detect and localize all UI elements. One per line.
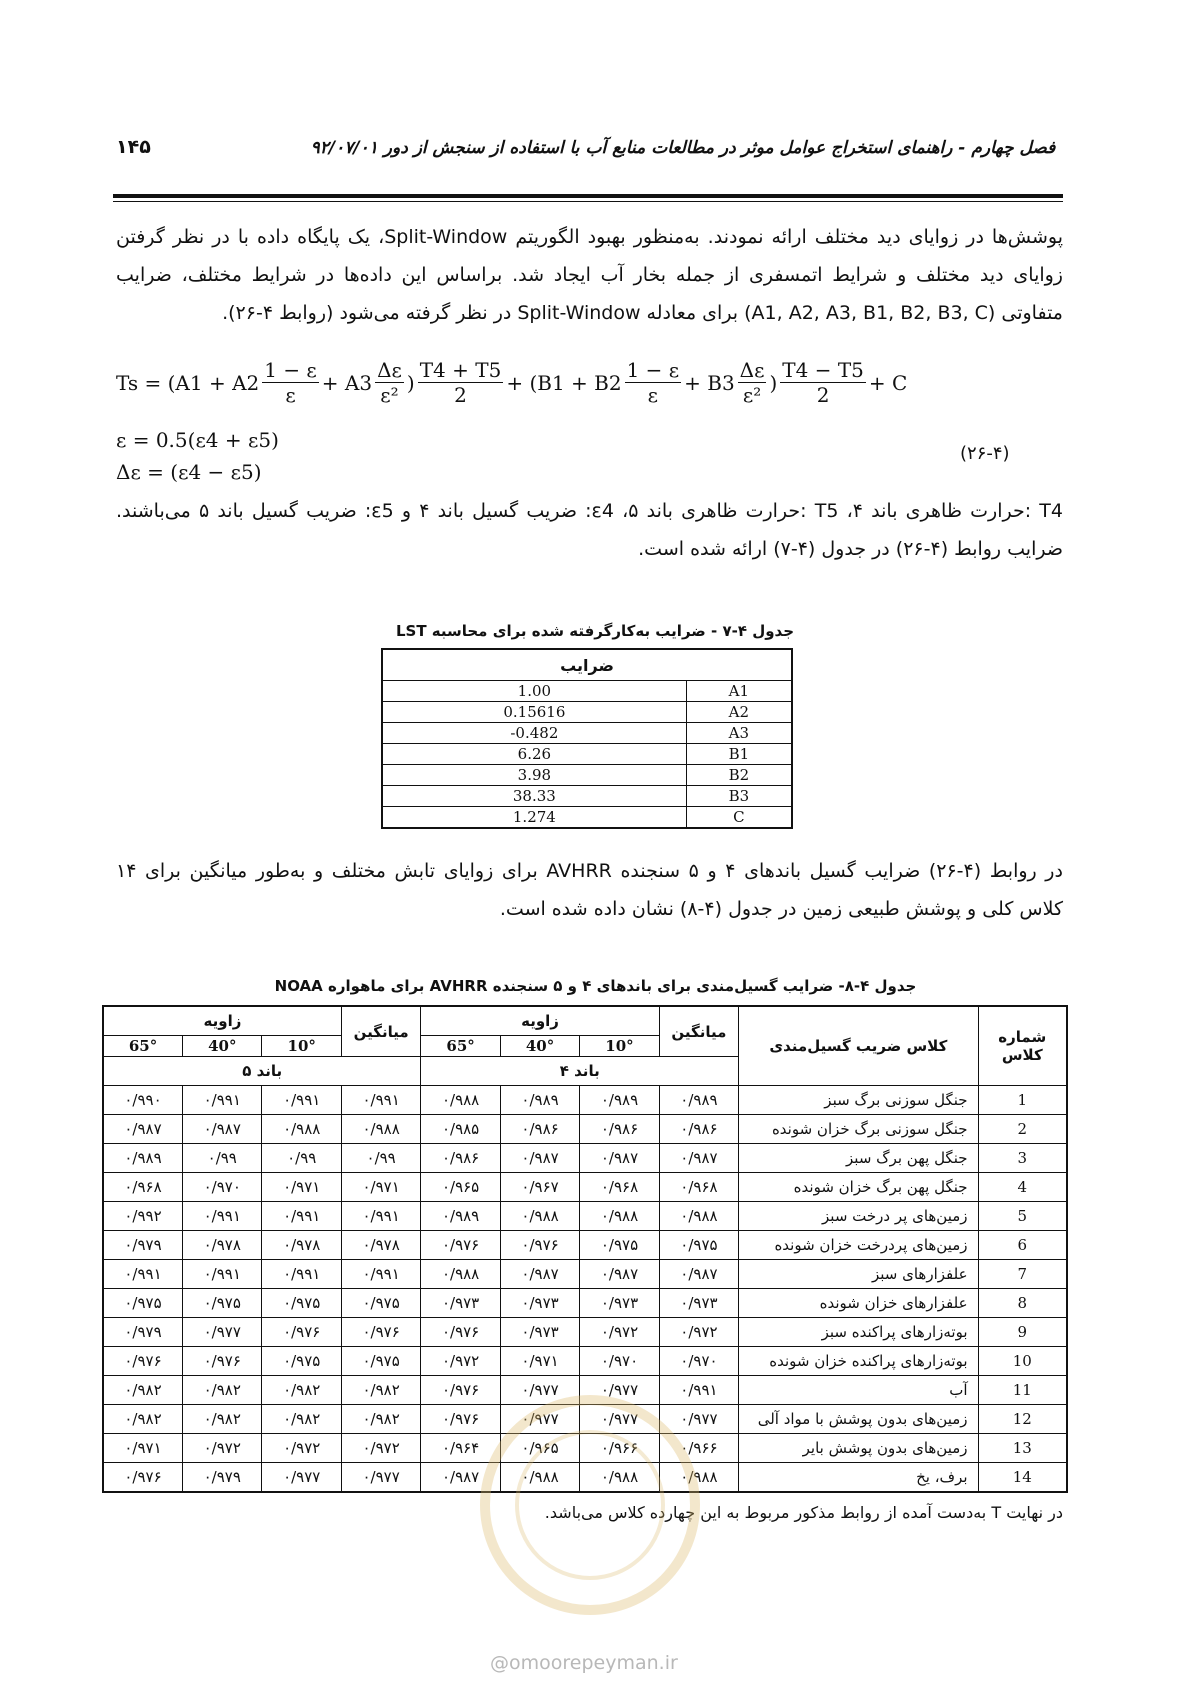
emissivity-value: ۰/۹۷۰	[659, 1347, 738, 1376]
eq-mid: + (B1 + B2	[506, 370, 622, 395]
header-angle-65-b4: 65°	[421, 1036, 500, 1057]
emissivity-value: ۰/۹۷۱	[103, 1434, 183, 1463]
header-rule-thick	[113, 194, 1063, 198]
emissivity-value: ۰/۹۸۹	[421, 1202, 500, 1231]
emissivity-value: ۰/۹۸۸	[659, 1202, 738, 1231]
eq-frac-1: $\frac{1 - \varepsilon}{\varepsilon}$	[264, 358, 317, 407]
emissivity-value: ۰/۹۷۳	[421, 1289, 500, 1318]
header-class: کلاس ضریب گسیل‌مندی	[739, 1006, 978, 1086]
coefficients-table	[381, 648, 793, 829]
eq-plus-b3: + B3	[684, 370, 735, 395]
emissivity-value: ۰/۹۷۳	[500, 1289, 579, 1318]
emissivity-value: ۰/۹۸۷	[500, 1144, 579, 1173]
class-number: 3	[978, 1144, 1067, 1173]
emissivity-value: ۰/۹۸۹	[500, 1086, 579, 1115]
emissivity-value: ۰/۹۸۷	[421, 1463, 500, 1493]
emissivity-value: ۰/۹۸۲	[262, 1405, 341, 1434]
header-band4: باند ۴	[421, 1057, 739, 1086]
emissivity-value: ۰/۹۸۹	[659, 1086, 738, 1115]
table-row	[103, 1202, 1067, 1231]
emissivity-value: ۰/۹۷۳	[500, 1318, 579, 1347]
running-header: فصل چهارم - راهنمای استخراج عوامل موثر در مطالعات منابع آب با استفاده از سنجش از دور ۹۲/۰۷/۰۱	[310, 138, 1056, 158]
emissivity-value: ۰/۹۸۷	[103, 1115, 183, 1144]
eq-plus-a3: + A3	[321, 370, 373, 395]
table-row: 1.274 C	[382, 807, 792, 829]
eq-frac-3: $\frac{T4 + T5}{2}$	[419, 358, 502, 407]
header-angle-band5: زاویه	[103, 1006, 341, 1036]
emissivity-value: ۰/۹۹۱	[262, 1202, 341, 1231]
equation-number: (۲۶-۴)	[960, 443, 1010, 464]
emissivity-value: ۰/۹۸۷	[580, 1144, 659, 1173]
emissivity-value: ۰/۹۷۶	[262, 1318, 341, 1347]
class-name: جنگل پهن برگ خزان شونده	[739, 1173, 978, 1202]
emissivity-value: ۰/۹۷۵	[103, 1289, 183, 1318]
emissivity-value: ۰/۹۸۶	[659, 1115, 738, 1144]
table-row	[103, 1231, 1067, 1260]
emissivity-value: ۰/۹۹۱	[341, 1202, 420, 1231]
class-name: آب	[739, 1376, 978, 1405]
footer-note: در نهایت T به‌دست آمده از روابط مذکور مربوط به این چهارده کلاس می‌باشد.	[544, 1503, 1063, 1522]
emissivity-value: ۰/۹۸۹	[580, 1086, 659, 1115]
emissivity-value: ۰/۹۷۷	[262, 1463, 341, 1493]
emissivity-value: ۰/۹۷۱	[262, 1173, 341, 1202]
class-number: 8	[978, 1289, 1067, 1318]
class-number: 9	[978, 1318, 1067, 1347]
class-number: 13	[978, 1434, 1067, 1463]
emissivity-value: ۰/۹۷۵	[341, 1347, 420, 1376]
emissivity-value: ۰/۹۸۶	[500, 1115, 579, 1144]
emissivity-value: ۰/۹۷۶	[103, 1347, 183, 1376]
class-number: 6	[978, 1231, 1067, 1260]
eq-lhs: Ts = (A1 + A2	[116, 370, 260, 395]
emissivity-value: ۰/۹۸۲	[183, 1376, 262, 1405]
emissivity-value: ۰/۹۷۹	[103, 1318, 183, 1347]
emissivity-value: ۰/۹۷۶	[421, 1231, 500, 1260]
table-row: -0.482 A3	[382, 723, 792, 744]
emissivity-value: ۰/۹۷۷	[580, 1405, 659, 1434]
emissivity-value: ۰/۹۷۷	[580, 1376, 659, 1405]
emissivity-value: ۰/۹۷۶	[103, 1463, 183, 1493]
emissivity-value: ۰/۹۷۶	[421, 1376, 500, 1405]
class-name: علفزارهای سبز	[739, 1260, 978, 1289]
emissivity-value: ۰/۹۷۲	[183, 1434, 262, 1463]
paragraph-intro: پوشش‌ها در زوایای دید مختلف ارائه نمودند. به‌منظور بهبود الگوریتم Split-Window، یک پایگاه داده با در نظر گرفتن زوایای دید مختلف و شرایط اتمسفری از جمله بخار آب ایجاد شد. براساس این داده‌ها در شرایط مختلف، ضرایب متفاوتی (A1, A2, A3, B1, B2, B3, C) برای معادله Split-Window در نظر گرفته می‌شود (روابط ۴-۲۶).	[116, 226, 1063, 324]
class-name: جنگل سوزنی برگ سبز	[739, 1086, 978, 1115]
paragraph-emissivity: در روابط (۴-۲۶) ضرایب گسیل باندهای ۴ و ۵ سنجنده AVHRR برای زوایای تابش مختلف و به‌طور میانگین برای ۱۴ کلاس کلی و پوشش طبیعی زمین در جدول (۴-۸) نشان داده شده است.	[116, 860, 1063, 920]
page-number: ۱۴۵	[116, 136, 151, 158]
table-row: 1.00 A1	[382, 681, 792, 702]
emissivity-value: ۰/۹۸۸	[341, 1115, 420, 1144]
header-mean-band5: میانگین	[341, 1006, 420, 1057]
eq-frac-4: $\frac{1 - \varepsilon}{\varepsilon}$	[626, 358, 680, 407]
emissivity-value: ۰/۹۷۰	[183, 1173, 262, 1202]
emissivity-value: ۰/۹۷۱	[341, 1173, 420, 1202]
emissivity-value: ۰/۹۸۲	[262, 1376, 341, 1405]
class-number: 7	[978, 1260, 1067, 1289]
emissivity-value: ۰/۹۸۸	[500, 1463, 579, 1493]
emissivity-value: ۰/۹۸۷	[659, 1260, 738, 1289]
emissivity-value: ۰/۹۹۱	[183, 1260, 262, 1289]
emissivity-value: ۰/۹۹۰	[103, 1086, 183, 1115]
emissivity-value: ۰/۹۸۸	[421, 1086, 500, 1115]
header-angle-10-b4: 10°	[580, 1036, 659, 1057]
website-watermark: @omoorepeyman.ir	[490, 1652, 678, 1674]
class-name: زمین‌های بدون پوشش با مواد آلی	[739, 1405, 978, 1434]
emissivity-value: ۰/۹۹۲	[103, 1202, 183, 1231]
emissivity-value: ۰/۹۹	[341, 1144, 420, 1173]
emissivity-value: ۰/۹۶۵	[421, 1173, 500, 1202]
emissivity-value: ۰/۹۷۷	[500, 1376, 579, 1405]
eq-close-2: )	[769, 370, 778, 395]
eq-frac-6: $\frac{T4 - T5}{2}$	[782, 358, 864, 407]
emissivity-value: ۰/۹۹۱	[103, 1260, 183, 1289]
table-row	[103, 1086, 1067, 1115]
emissivity-value: ۰/۹۷۳	[580, 1289, 659, 1318]
emissivity-value: ۰/۹۸۸	[659, 1463, 738, 1493]
publisher-seal-watermark	[480, 1395, 700, 1615]
eq-frac-2: $\frac{\Delta\varepsilon}{\text{ε²}}$	[377, 358, 402, 407]
emissivity-value: ۰/۹۷۸	[262, 1231, 341, 1260]
emissivity-value: ۰/۹۹	[183, 1144, 262, 1173]
class-name: بوته‌زارهای پراکنده سبز	[739, 1318, 978, 1347]
emissivity-value: ۰/۹۷۸	[183, 1231, 262, 1260]
table-row	[103, 1115, 1067, 1144]
emissivity-value: ۰/۹۹۱	[659, 1376, 738, 1405]
emissivity-value: ۰/۹۹۱	[341, 1086, 420, 1115]
emissivity-value: ۰/۹۷۵	[183, 1289, 262, 1318]
emissivity-value: ۰/۹۷۱	[500, 1347, 579, 1376]
emissivity-value: ۰/۹۸۷	[500, 1260, 579, 1289]
class-name: زمین‌های بدون پوشش بایر	[739, 1434, 978, 1463]
emissivity-value: ۰/۹۶۷	[500, 1173, 579, 1202]
header-angle-band4: زاویه	[421, 1006, 659, 1036]
emissivity-value: ۰/۹۸۲	[341, 1376, 420, 1405]
emissivity-value: ۰/۹۷۶	[421, 1318, 500, 1347]
seal-inner-ring	[515, 1430, 665, 1580]
emissivity-value: ۰/۹۶۴	[421, 1434, 500, 1463]
table-row	[103, 1289, 1067, 1318]
emissivity-value: ۰/۹۷۹	[103, 1231, 183, 1260]
header-angle-65-b5: 65°	[103, 1036, 183, 1057]
emissivity-value: ۰/۹۷۹	[183, 1463, 262, 1493]
emissivity-value: ۰/۹۹۱	[183, 1086, 262, 1115]
emissivity-value: ۰/۹۷۶	[341, 1318, 420, 1347]
class-name: بوته‌زارهای پراکنده خزان شونده	[739, 1347, 978, 1376]
table-row: 3.98 B2	[382, 765, 792, 786]
table-row: 6.26 B1	[382, 744, 792, 765]
emissivity-value: ۰/۹۸۶	[421, 1144, 500, 1173]
emissivity-value: ۰/۹۹۱	[183, 1202, 262, 1231]
emissivity-value: ۰/۹۸۲	[341, 1405, 420, 1434]
emissivity-value: ۰/۹۹۱	[341, 1260, 420, 1289]
emissivity-value: ۰/۹۶۸	[103, 1173, 183, 1202]
emissivity-value: ۰/۹۷۶	[500, 1231, 579, 1260]
header-band5: باند ۵	[103, 1057, 421, 1086]
class-number: 1	[978, 1086, 1067, 1115]
class-number: 2	[978, 1115, 1067, 1144]
equation-delta-epsilon: Δε = (ε4 − ε5)	[116, 460, 262, 484]
emissivity-value: ۰/۹۸۷	[580, 1260, 659, 1289]
class-number: 10	[978, 1347, 1067, 1376]
emissivity-value: ۰/۹۷۳	[659, 1289, 738, 1318]
table-row: 38.33 B3	[382, 786, 792, 807]
table1-caption: جدول ۴-۷ - ضرایب به‌کارگرفته شده برای محاسبه LST	[395, 622, 795, 640]
emissivity-value: ۰/۹۸۸	[500, 1202, 579, 1231]
equation-epsilon: ε = 0.5(ε4 + ε5)	[116, 428, 279, 452]
class-number: 11	[978, 1376, 1067, 1405]
emissivity-value: ۰/۹۸۸	[262, 1115, 341, 1144]
emissivity-value: ۰/۹۷۲	[421, 1347, 500, 1376]
emissivity-value: ۰/۹۷۸	[341, 1231, 420, 1260]
emissivity-value: ۰/۹۸۲	[103, 1376, 183, 1405]
emissivity-value: ۰/۹۷۵	[659, 1231, 738, 1260]
emissivity-value: ۰/۹۶۶	[580, 1434, 659, 1463]
emissivity-value: ۰/۹۷۷	[659, 1405, 738, 1434]
emissivity-value: ۰/۹۷۷	[183, 1318, 262, 1347]
emissivity-value: ۰/۹۸۸	[580, 1463, 659, 1493]
equation-ts	[116, 358, 907, 407]
class-name: زمین‌های پردرخت خزان شونده	[739, 1231, 978, 1260]
emissivity-value: ۰/۹۹۱	[262, 1086, 341, 1115]
emissivity-value: ۰/۹۷۵	[262, 1347, 341, 1376]
class-name: زمین‌های پر درخت سبز	[739, 1202, 978, 1231]
emissivity-value: ۰/۹۷۶	[183, 1347, 262, 1376]
emissivity-value: ۰/۹۶۵	[500, 1434, 579, 1463]
emissivity-value: ۰/۹۹	[262, 1144, 341, 1173]
header-angle-40-b5: 40°	[183, 1036, 262, 1057]
emissivity-value: ۰/۹۸۸	[580, 1202, 659, 1231]
table-row	[103, 1347, 1067, 1376]
eq-close-1: )	[406, 370, 415, 395]
emissivity-value: ۰/۹۷۷	[500, 1405, 579, 1434]
table-row	[103, 1144, 1067, 1173]
class-number: 14	[978, 1463, 1067, 1493]
table-row	[103, 1318, 1067, 1347]
emissivity-value: ۰/۹۸۶	[580, 1115, 659, 1144]
emissivity-value: ۰/۹۹۱	[262, 1260, 341, 1289]
eq-tail: + C	[868, 370, 908, 395]
table-row	[103, 1260, 1067, 1289]
emissivity-value: ۰/۹۷۲	[262, 1434, 341, 1463]
emissivity-value: ۰/۹۷۵	[262, 1289, 341, 1318]
header-mean-band4: میانگین	[659, 1006, 738, 1057]
emissivity-value: ۰/۹۷۰	[580, 1347, 659, 1376]
table-row	[103, 1173, 1067, 1202]
emissivity-value: ۰/۹۷۲	[659, 1318, 738, 1347]
emissivity-value: ۰/۹۶۶	[659, 1434, 738, 1463]
class-name: برف، یخ	[739, 1463, 978, 1493]
table1-header: ضرایب	[382, 649, 792, 681]
header-angle-10-b5: 10°	[262, 1036, 341, 1057]
emissivity-value: ۰/۹۶۸	[580, 1173, 659, 1202]
emissivity-value: ۰/۹۷۲	[580, 1318, 659, 1347]
header-class-number: شماره کلاس	[978, 1006, 1067, 1086]
header-rule-thin	[113, 201, 1063, 202]
table-row: 0.15616 A2	[382, 702, 792, 723]
emissivity-value: ۰/۹۷۵	[341, 1289, 420, 1318]
emissivity-value: ۰/۹۸۲	[183, 1405, 262, 1434]
emissivity-value: ۰/۹۷۷	[341, 1463, 420, 1493]
emissivity-value: ۰/۹۸۲	[103, 1405, 183, 1434]
header-angle-40-b4: 40°	[500, 1036, 579, 1057]
paragraph-variables: T4 :حرارت ظاهری باند ۴، T5 :حرارت ظاهری باند ۵، ε4: ضریب گسیل باند ۴ و ε5: ضریب گسیل باند ۵ می‌باشند. ضرایب روابط (۴-۲۶) در جدول (۴-۷) ارائه شده است.	[116, 500, 1063, 560]
emissivity-value: ۰/۹۷۲	[341, 1434, 420, 1463]
emissivity-value: ۰/۹۶۸	[659, 1173, 738, 1202]
emissivity-value: ۰/۹۷۵	[580, 1231, 659, 1260]
table2-caption: جدول ۴-۸- ضرایب گسیل‌مندی برای باندهای ۴ و ۵ سنجنده AVHRR برای ماهواره NOAA	[274, 977, 917, 995]
class-number: 5	[978, 1202, 1067, 1231]
emissivity-value: ۰/۹۸۷	[183, 1115, 262, 1144]
emissivity-value: ۰/۹۸۵	[421, 1115, 500, 1144]
class-name: جنگل پهن برگ سبز	[739, 1144, 978, 1173]
class-number: 4	[978, 1173, 1067, 1202]
emissivity-value: ۰/۹۸۸	[421, 1260, 500, 1289]
class-number: 12	[978, 1405, 1067, 1434]
emissivity-value: ۰/۹۸۹	[103, 1144, 183, 1173]
emissivity-value: ۰/۹۸۷	[659, 1144, 738, 1173]
class-name: علفزارهای خزان شونده	[739, 1289, 978, 1318]
eq-frac-5: $\frac{\Delta\varepsilon}{\text{ε²}}$	[739, 358, 765, 407]
class-name: جنگل سوزنی برگ خزان شونده	[739, 1115, 978, 1144]
emissivity-value: ۰/۹۷۶	[421, 1405, 500, 1434]
